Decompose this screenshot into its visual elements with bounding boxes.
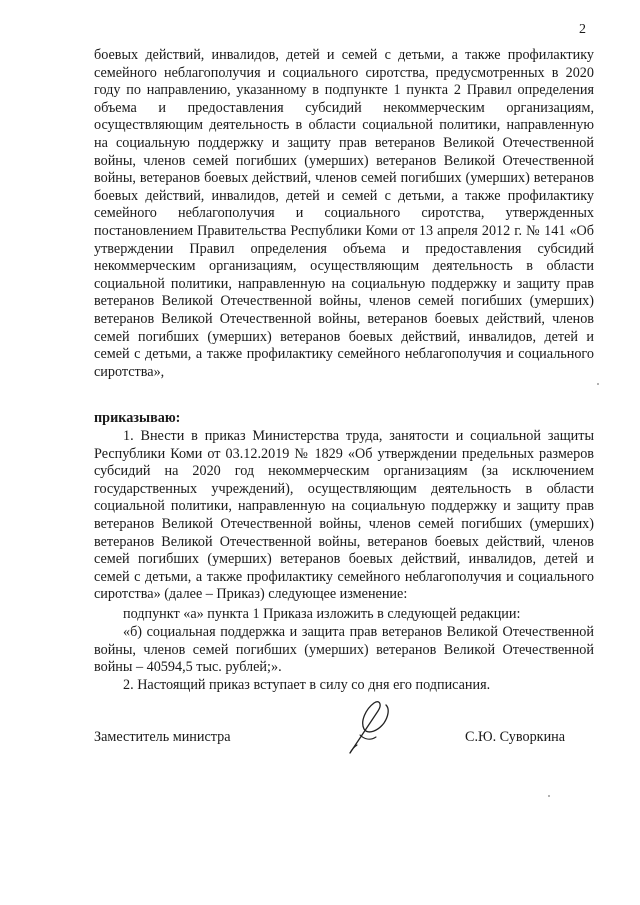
- order-word: приказываю:: [94, 410, 181, 426]
- signer-position: Заместитель министра: [94, 729, 231, 745]
- intro-paragraph: боевых действий, инвалидов, детей и семей с детьми, а также профилактику семейного неблагополучия и социального сиротства, предусмотренных в 2020 году по направлению, указанному в подпункте 1 пункта 2 Правил определения объема и предоставления субсидий некоммерческим организациям, осуществляющим деятельность в области социальной политики, направленную на социальную поддержку и защиту прав ветеранов Великой Отечественной войны, членов семей погибших (умерших) ветеранов Великой Отечественной войны, ветеранов боевых действий, членов семей погибших (умерших) ветеранов боевых действий, инвалидов, детей и семей с детьми, а также профилактику семейного неблагополучия и социального сиротства, утвержденных постановлением Правительства Республики Коми от 13 апреля 2012 г. № 141 «Об утверждении Правил определения объема и предоставления субсидий некоммерческим организациям, осуществляющим деятельность в области социальной политики, направленную на социальную поддержку и защиту прав ветеранов Великой Отечественной войны, членов семей погибших (умерших) ветеранов Великой Отечественной войны, ветеранов боевых действий, членов семей погибших (умерших) ветеранов боевых действий, инвалидов, детей и семей с детьми, а также профилактику семейного неблагополучия и социального сиротства»,: [94, 47, 594, 380]
- scan-speck: [597, 383, 599, 385]
- scan-speck: [548, 795, 550, 797]
- signer-name: С.Ю. Суворкина: [465, 729, 566, 745]
- handwritten-signature: [330, 695, 400, 757]
- item-2-paragraph: 2. Настоящий приказ вступает в силу со дня его подписания.: [123, 677, 491, 693]
- item-1-paragraph: 1. Внести в приказ Министерства труда, занятости и социальной защиты Республики Коми от 03.12.2019 № 1829 «Об утверждении предельных размеров субсидий на 2020 год некоммерческим организациям (за исключением государственных учреждений), осуществляющим деятельность в области социальной политики, направленную на социальную поддержку и защиту прав ветеранов Великой Отечественной войны, членов семей погибших (умерших) ветеранов Великой Отечественной войны, ветеранов боевых действий, членов семей погибших (умерших) ветеранов боевых действий, инвалидов, детей и семей с детьми, а также профилактику семейного неблагополучия и социального сиротства» (далее – Приказ) следующее изменение:: [94, 428, 594, 603]
- page-number: 2: [579, 22, 586, 37]
- quoted-text-paragraph: «б) социальная поддержка и защита прав ветеранов Великой Отечественной войны, членов семей погибших (умерших) ветеранов Великой Отечественной войны – 40594,5 тыс. рублей;».: [94, 624, 594, 676]
- sub-item-a-paragraph: подпункт «а» пункта 1 Приказа изложить в следующей редакции:: [123, 606, 521, 622]
